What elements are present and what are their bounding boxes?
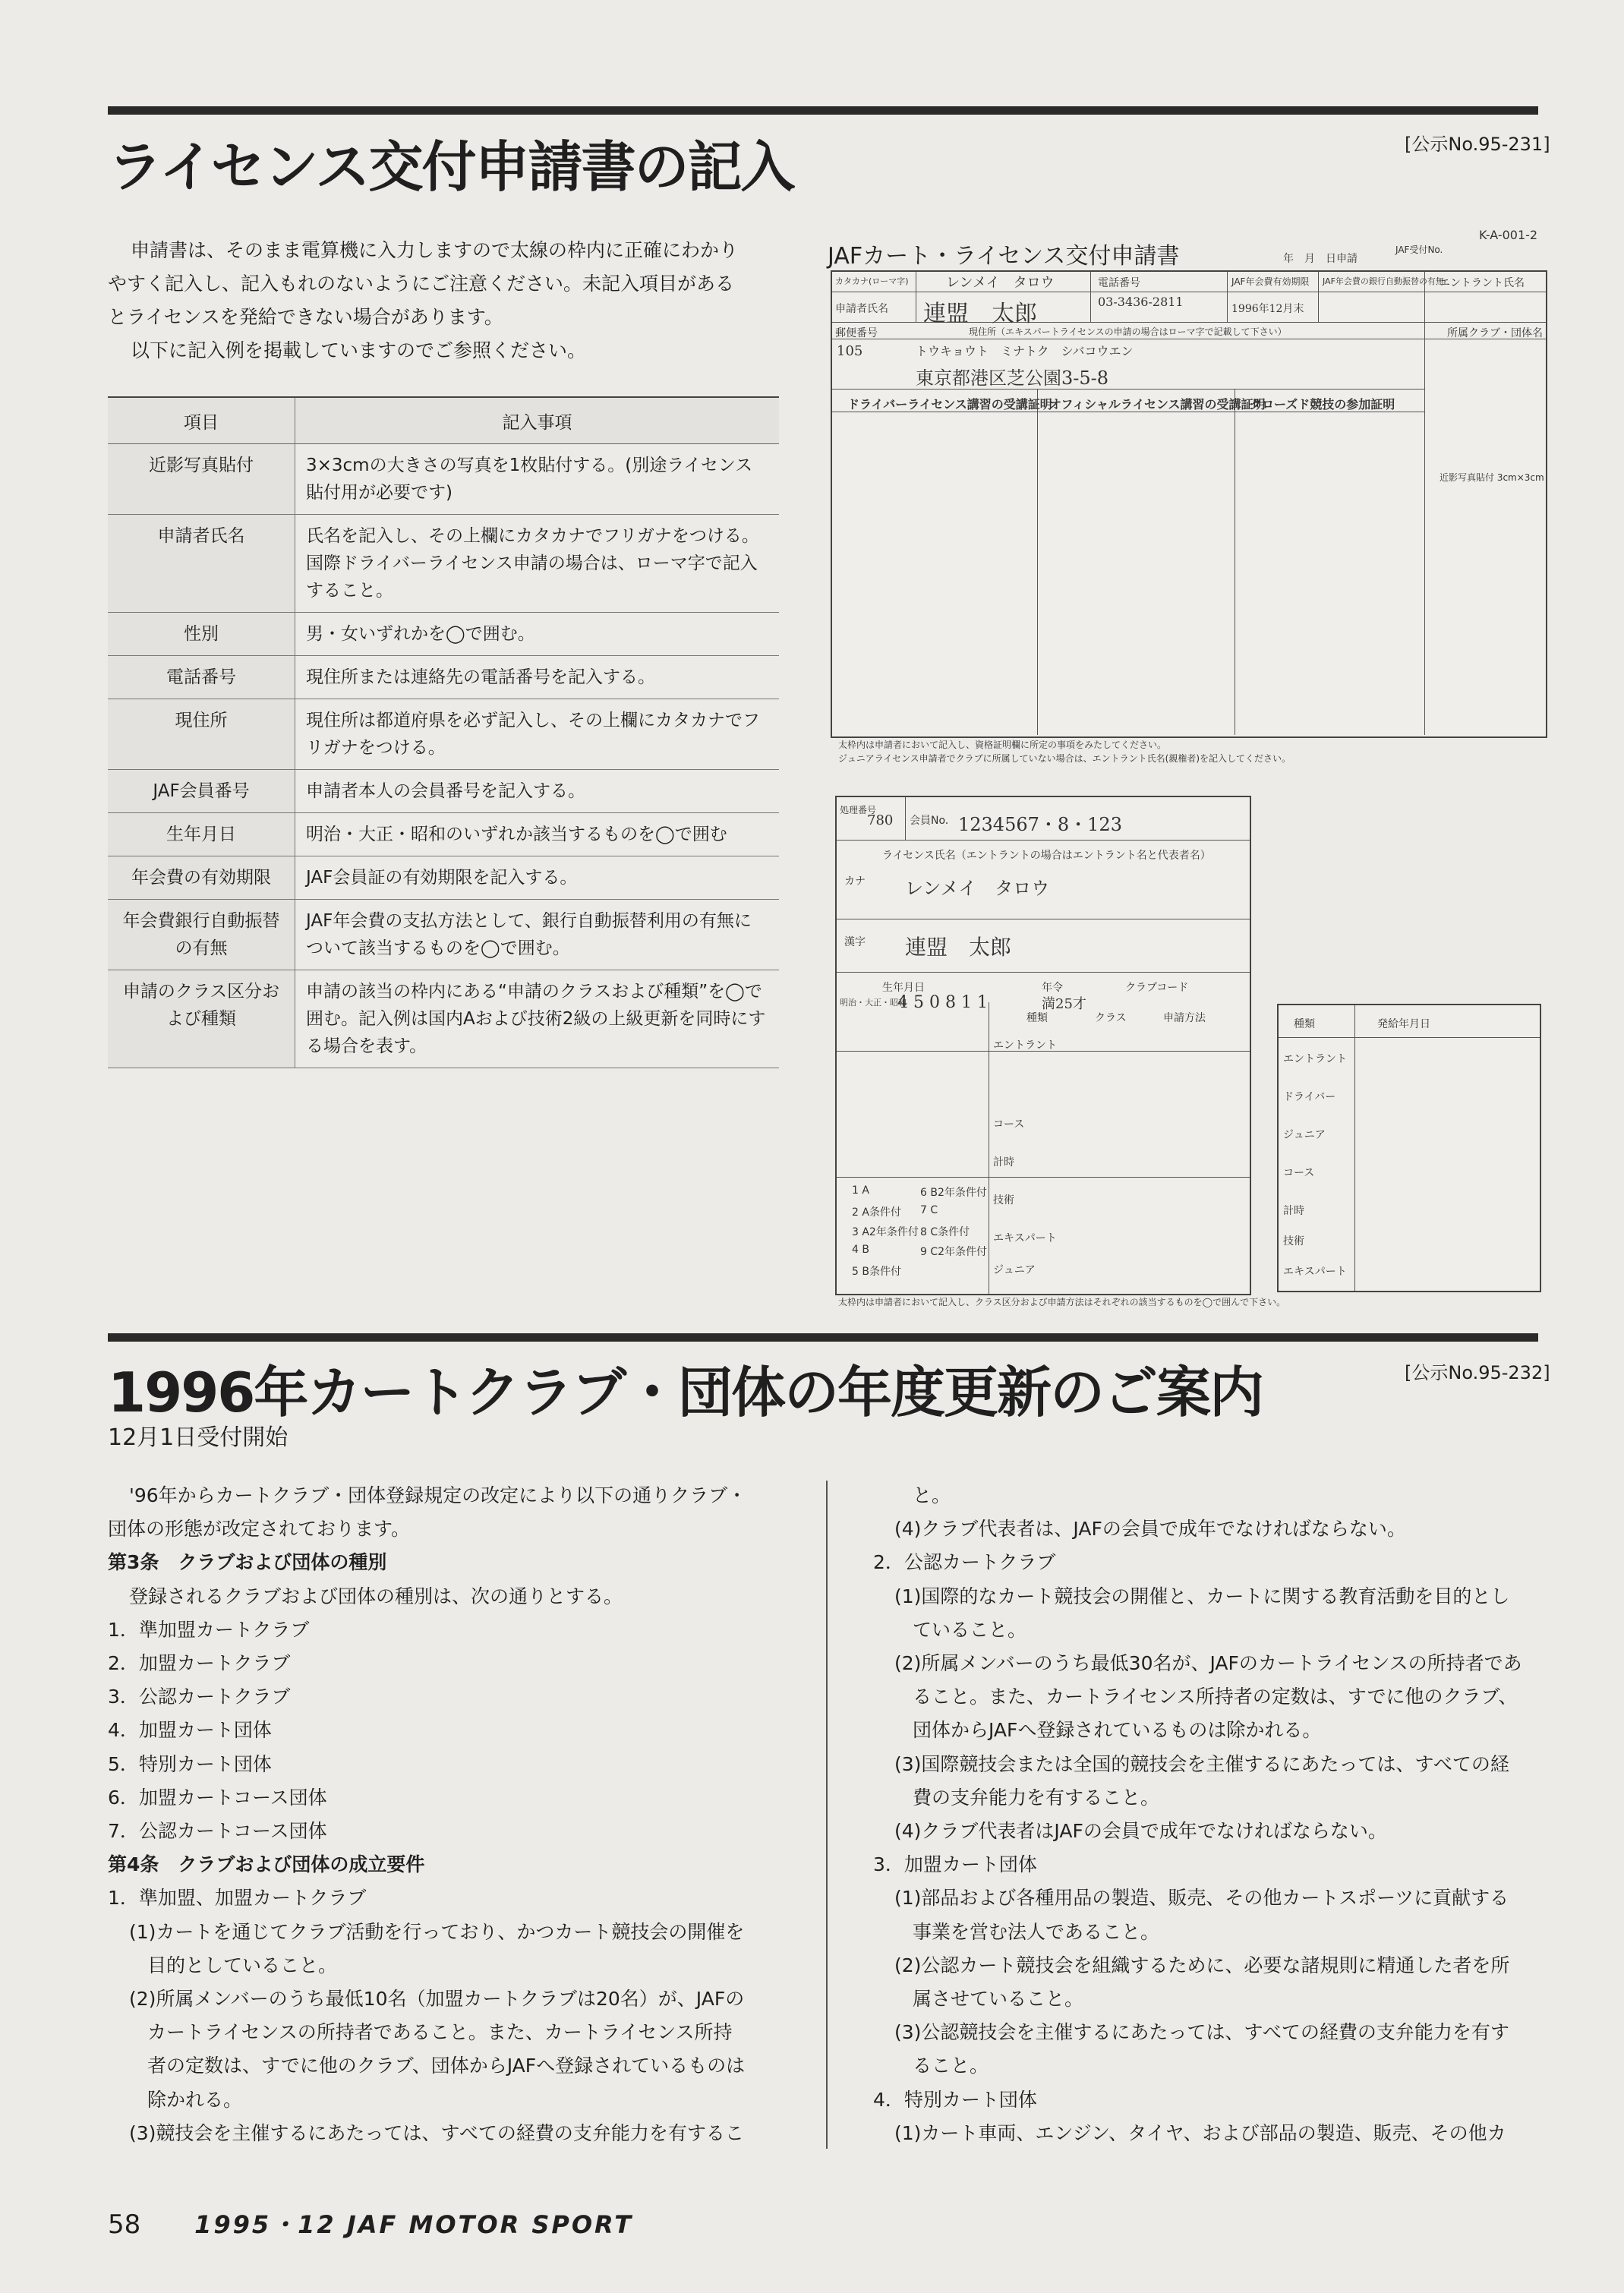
table-row — [108, 699, 779, 770]
row-time: 計時 — [1283, 1205, 1304, 1217]
body-line: 者の定数は、すでに他のクラブ、団体からJAFへ登録されているものは — [147, 2055, 746, 2077]
table-row — [108, 770, 779, 813]
hand-license-name: 連盟 太郎 — [905, 935, 1012, 960]
form-note: 太枠内は申請者において記入し、クラス区分および申請方法はそれぞれの該当するものを◯で囲んで下さい。 — [838, 1297, 1286, 1307]
body-line: (3)国際競技会または全国的競技会を主催するにあたっては、すべての経 — [894, 1752, 1509, 1775]
section-title: 1996年カートクラブ・団体の年度更新のご案内 — [108, 1361, 1263, 1424]
hand-address: 東京都港区芝公園3-5-8 — [916, 367, 1109, 389]
class-row: 5 B条件付 — [852, 1266, 901, 1278]
label-age: 年令 — [1042, 982, 1063, 994]
application-form — [831, 270, 1547, 738]
desc-cell: 氏名を記入し、その上欄にカタカナでフリガナをつける。国際ドライバーライセンス申請の場合は、ローマ字で記入すること。 — [295, 515, 780, 613]
issue-record-table — [1277, 1004, 1541, 1292]
form-note: ジュニアライセンス申請者でクラブに所属していない場合は、エントラント氏名(親権者)を記入してください。 — [838, 753, 1291, 764]
body-line: 事業を営む法人であること。 — [913, 1920, 1160, 1943]
item-cell: 年会費の有効期限 — [108, 856, 295, 900]
row-expert: エキスパート — [1283, 1266, 1347, 1278]
label-address: 現住所（エキスパートライセンスの申請の場合はローマ字で記載して下さい） — [969, 326, 1287, 337]
hand-address-kana: トウキョウト ミナトク シバコウエン — [916, 344, 1134, 358]
label-bank: JAF年会費の銀行自動振替の有無 — [1323, 276, 1444, 286]
page-footer — [108, 2206, 633, 2241]
row-junior: ジュニア — [1283, 1129, 1326, 1141]
class-application-form — [835, 796, 1251, 1295]
desc-cell: 現住所は都道府県を必ず記入し、その上欄にカタカナでフリガナをつける。 — [295, 699, 780, 770]
item-cell: 生年月日 — [108, 813, 295, 856]
label-class: クラス — [1095, 1012, 1127, 1024]
page-number: 58 — [108, 2209, 141, 2240]
item-cell: 申請のクラス区分および種類 — [108, 970, 295, 1068]
body-line: (1)カートを通じてクラブ活動を行っており、かつカート競技会の開催を — [129, 1920, 745, 1943]
label-club: 所属クラブ・団体名 — [1447, 327, 1543, 339]
list-item: 4．特別カート団体 — [873, 2088, 1037, 2111]
desc-cell: 明治・大正・昭和のいずれか該当するものを◯で囲む — [295, 813, 780, 856]
class-row: 1 A — [852, 1184, 869, 1197]
article-heading: 第3条 クラブおよび団体の種別 — [108, 1551, 387, 1574]
item-cell: 近影写真貼付 — [108, 444, 295, 515]
hand-name: 連盟 太郎 — [923, 301, 1037, 327]
form-note: 太枠内は申請者において記入し、資格証明欄に所定の事項をみたしてください。 — [838, 740, 1167, 750]
form-date-label: 年 月 日申請 — [1283, 253, 1358, 265]
table-header-row — [108, 397, 779, 444]
label-course-kind: コース — [993, 1118, 1025, 1131]
label-official-course: オフィシャルライセンス講習の受講証明 — [1049, 397, 1266, 412]
intro-line: 以下に記入例を掲載していますのでご参照ください。 — [131, 339, 587, 361]
list-item: 7．公認カートコース団体 — [108, 1820, 327, 1843]
form-title: JAFカート・ライセンス交付申請書 — [828, 243, 1180, 270]
class-row: 6 B2年条件付 — [920, 1187, 987, 1199]
body-line: ること。また、カートライセンス所持者の定数は、すでに他のクラブ、 — [913, 1686, 1518, 1708]
table-row — [108, 900, 779, 970]
body-line: (3)公認競技会を主催するにあたっては、すべての経費の支弁能力を有す — [894, 2021, 1509, 2044]
table-row — [108, 970, 779, 1068]
list-item: 2．加盟カートクラブ — [108, 1652, 291, 1675]
row-course: コース — [1283, 1167, 1315, 1179]
table-row — [108, 856, 779, 900]
table-row — [108, 813, 779, 856]
body-line: (1)国際的なカート競技会の開催と、カートに関する教育活動を目的とし — [894, 1585, 1510, 1607]
label-expiry: JAF年会費有効期限 — [1231, 276, 1310, 287]
column-header: 項目 — [108, 397, 295, 444]
label-junior-kind: ジュニア — [993, 1264, 1036, 1276]
table-row — [108, 656, 779, 699]
label-kind: 種類 — [1294, 1018, 1315, 1030]
body-line: と。 — [913, 1484, 951, 1506]
item-cell: 年会費銀行自動振替の有無 — [108, 900, 295, 970]
hand-branch: 780 — [867, 812, 894, 828]
label-phone: 電話番号 — [1098, 277, 1140, 289]
list-item: 5．特別カート団体 — [108, 1752, 272, 1775]
label-era: 明治・大正・昭和 — [840, 998, 907, 1008]
hand-expiry: 1996年12月末 — [1231, 303, 1304, 315]
label-photo: 近影写真貼付 3cm×3cm — [1440, 472, 1544, 483]
body-line: (2)公認カート競技会を組織するために、必要な諸規則に精通した者を所 — [894, 1954, 1510, 1976]
column-divider — [826, 1481, 828, 2149]
class-row: 2 A条件付 — [852, 1206, 901, 1219]
hand-phone: 03-3436-2811 — [1098, 295, 1184, 309]
label-closed-race: クローズド競技の参加証明 — [1250, 397, 1395, 412]
desc-cell: 現住所または連絡先の電話番号を記入する。 — [295, 656, 780, 699]
label-method: 申請方法 — [1163, 1012, 1206, 1024]
class-row: 8 C条件付 — [920, 1226, 970, 1238]
body-line: (2)所属メンバーのうち最低30名が、JAFのカートライセンスの所持者であ — [894, 1652, 1522, 1675]
label-name-kanji: 漢字 — [844, 936, 866, 948]
body-line: ていること。 — [913, 1618, 1027, 1641]
hand-furigana: レンメイ タロウ — [946, 275, 1055, 291]
class-row: 3 A2年条件付 — [852, 1226, 919, 1238]
label-name: 申請者氏名 — [835, 303, 888, 315]
label-birth: 生年月日 — [882, 982, 925, 994]
section-subtitle: 12月1日受付開始 — [108, 1424, 289, 1451]
class-row: 7 C — [920, 1204, 938, 1216]
form-jaf-recv: JAF受付No. — [1395, 244, 1443, 255]
list-item: 1．準加盟カートクラブ — [108, 1618, 310, 1641]
left-column — [108, 1479, 784, 2150]
hand-zip: 105 — [837, 343, 863, 359]
body-line: (1)カート車両、エンジン、タイヤ、および部品の製造、販売、その他カ — [894, 2121, 1506, 2144]
article-heading: 第4条 クラブおよび団体の成立要件 — [108, 1853, 425, 1876]
magazine-name: 1995・12 JAF MOTOR SPORT — [194, 2210, 634, 2239]
label-process: 処理番号 — [840, 805, 877, 815]
body-line: 登録されるクラブおよび団体の種別は、次の通りとする。 — [129, 1585, 623, 1607]
desc-cell: JAF年会費の支払方法として、銀行自動振替利用の有無について該当するものを◯で囲む。 — [295, 900, 780, 970]
list-item: 6．加盟カートコース団体 — [108, 1786, 327, 1809]
list-item: 4．加盟カート団体 — [108, 1719, 272, 1742]
body-line: (2)所属メンバーのうち最低10名（加盟カートクラブは20名）が、JAFの — [129, 1988, 745, 2011]
body-line: (1)部品および各種用品の製造、販売、その他カートスポーツに貢献する — [894, 1887, 1509, 1910]
hand-birth: 4 5 0 8 1 1 — [897, 993, 988, 1012]
item-cell: JAF会員番号 — [108, 770, 295, 813]
label-license-name: ライセンス氏名（エントラントの場合はエントラント名と代表者名） — [882, 850, 1211, 862]
body-line: 属させていること。 — [913, 1988, 1084, 2011]
section-title: ライセンス交付申請書の記入 — [108, 135, 794, 199]
body-line: '96年からカートクラブ・団体登録規定の改定により以下の通りクラブ・ — [129, 1484, 747, 1506]
desc-cell: 3×3cmの大きさの写真を1枚貼付する。(別途ライセンス貼付用が必要です) — [295, 444, 780, 515]
row-driver: ドライバー — [1283, 1091, 1336, 1103]
body-line: 費の支弁能力を有すること。 — [913, 1786, 1160, 1809]
hand-member-no: 1234567・8・123 — [958, 814, 1122, 835]
label-furigana: カタカナ(ローマ字) — [835, 276, 909, 286]
list-item: 3．加盟カート団体 — [873, 1853, 1037, 1876]
intro-line: とライセンスを発給できない場合があります。 — [108, 306, 503, 328]
right-column — [873, 1479, 1541, 2150]
label-entrant: エントラント氏名 — [1440, 277, 1525, 289]
body-line: 団体の形態が改定されております。 — [108, 1518, 411, 1541]
intro-line: やすく記入し、記入もれのないようにご注意ください。未記入項目がある — [108, 273, 735, 295]
intro-line: 申請書は、そのまま電算機に入力しますので太線の枠内に正確にわかり — [131, 239, 739, 261]
list-item: 2．公認カートクラブ — [873, 1551, 1056, 1574]
body-line: (4)クラブ代表者はJAFの会員で成年でなければならない。 — [894, 1820, 1387, 1843]
table-row — [108, 515, 779, 613]
label-time-kind: 計時 — [993, 1156, 1014, 1169]
hand-license-kana: レンメイ タロウ — [905, 878, 1050, 899]
form-code: K-A-001-2 — [1479, 228, 1538, 242]
list-item: 3．公認カートクラブ — [108, 1686, 291, 1708]
item-cell: 現住所 — [108, 699, 295, 770]
desc-cell: 男・女いずれかを◯で囲む。 — [295, 613, 780, 656]
table-row — [108, 613, 779, 656]
desc-cell: 申請の該当の枠内にある“申請のクラスおよび種類”を◯で囲む。記入例は国内Aおよび技術2級の上級更新を同時にする場合を表す。 — [295, 970, 780, 1068]
body-line: カートライセンスの所持者であること。また、カートライセンス所持 — [147, 2021, 733, 2044]
body-line: 除かれる。 — [147, 2088, 243, 2111]
item-cell: 電話番号 — [108, 656, 295, 699]
table-row — [108, 444, 779, 515]
label-kind: 種類 — [1026, 1012, 1048, 1024]
label-member: 会員No. — [910, 815, 949, 827]
row-entrant: エントラント — [1283, 1053, 1347, 1065]
label-entrant-kind: エントラント — [993, 1039, 1057, 1052]
class-row: 4 B — [852, 1244, 869, 1256]
item-cell: 性別 — [108, 613, 295, 656]
body-line: (3)競技会を主催するにあたっては、すべての経費の支弁能力を有するこ — [129, 2121, 744, 2144]
column-header: 記入事項 — [295, 397, 780, 444]
label-driver-course: ドライバーライセンス講習の受講証明 — [847, 397, 1052, 412]
label-issue-date: 発給年月日 — [1377, 1018, 1430, 1030]
body-line: 団体からJAFへ登録されているものは除かれる。 — [913, 1719, 1322, 1742]
notice-number: [公示No.95-232] — [1405, 1362, 1550, 1383]
notice-number: [公示No.95-231] — [1405, 134, 1550, 155]
label-club-code: クラブコード — [1125, 982, 1189, 994]
label-expert-kind: エキスパート — [993, 1232, 1057, 1244]
hand-age: 満25才 — [1042, 996, 1086, 1012]
body-line: 目的としていること。 — [147, 1954, 338, 1976]
section-rule — [108, 1333, 1538, 1342]
label-name-kana: カナ — [844, 875, 866, 888]
list-item: 1．準加盟、加盟カートクラブ — [108, 1887, 367, 1910]
row-tech: 技術 — [1283, 1235, 1304, 1247]
desc-cell: 申請者本人の会員番号を記入する。 — [295, 770, 780, 813]
desc-cell: JAF会員証の有効期限を記入する。 — [295, 856, 780, 900]
label-zip: 郵便番号 — [835, 327, 878, 339]
instruction-table — [108, 396, 779, 1068]
label-tech-kind: 技術 — [993, 1194, 1014, 1206]
section-rule — [108, 106, 1538, 115]
body-line: (4)クラブ代表者は、JAFの会員で成年でなければならない。 — [894, 1518, 1406, 1541]
class-row: 9 C2年条件付 — [920, 1246, 988, 1258]
item-cell: 申請者氏名 — [108, 515, 295, 613]
body-line: ること。 — [913, 2055, 989, 2077]
